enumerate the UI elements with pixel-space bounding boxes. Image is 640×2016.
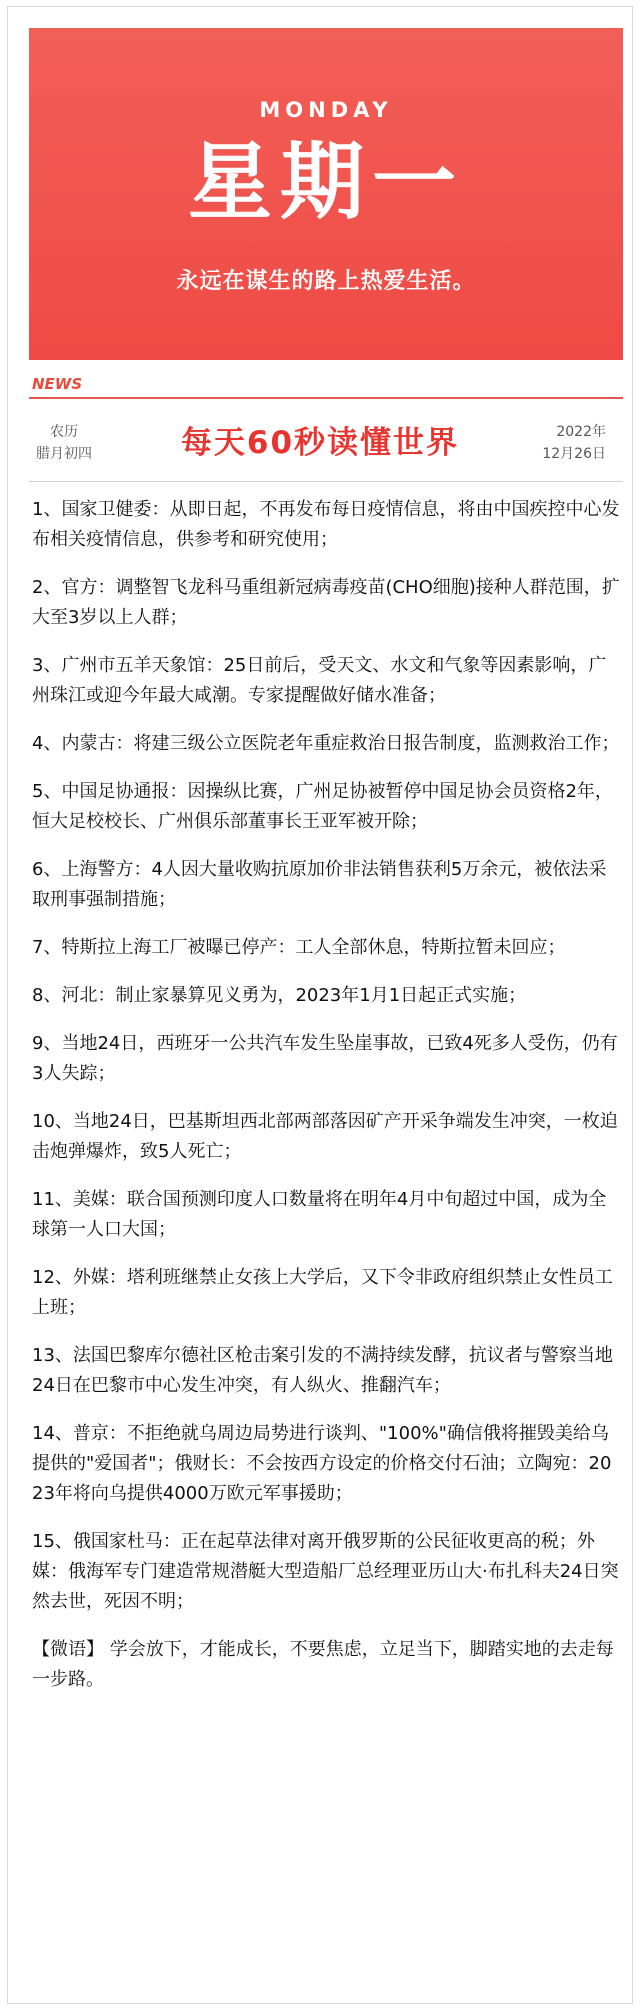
news-item: 7、特斯拉上海工厂被曝已停产：工人全部休息，特斯拉暂未回应； xyxy=(32,937,566,958)
news-item: 14、普京：不拒绝就乌周边局势进行谈判、"100%"确信俄将摧毁美给乌提供的"爱国者"；俄财长：不会按西方设定的价格交付石油；立陶宛：2023年将向乌提供4000万欧元军事援助； xyxy=(32,1423,612,1504)
news-item: 11、美媒：联合国预测印度人口数量将在明年4月中旬超过中国，成为全球第一人口大国； xyxy=(32,1189,607,1240)
news-item: 15、俄国家杜马：正在起草法律对离开俄罗斯的公民征收更高的税；外媒：俄海军专门建造常规潜艇大型造船厂总经理亚历山大·布扎科夫24日突然去世，死因不明； xyxy=(32,1531,619,1612)
day-banner xyxy=(29,28,623,360)
news-item: 10、当地24日，巴基斯坦西北部两部落因矿产开采争端发生冲突，一枚迫击炮弹爆炸，致5人死亡； xyxy=(32,1111,618,1162)
date-year: 2022年 xyxy=(556,424,606,440)
news-item: 5、中国足协通报：因操纵比赛，广州足协被暂停中国足协会员资格2年，恒大足校校长、广州俱乐部董事长王亚军被开除； xyxy=(32,781,613,832)
news-item: 6、上海警方：4人因大量收购抗原加价非法销售获利5万余元，被依法采取刑事强制措施； xyxy=(32,859,607,910)
closing-quote: 【微语】 学会放下，才能成长，不要焦虑，立足当下，脚踏实地的去走每一步路。 xyxy=(32,1639,614,1690)
news-item: 8、河北：制止家暴算见义勇为，2023年1月1日起正式实施； xyxy=(32,985,527,1006)
banner-en-day: MONDAY xyxy=(259,98,393,122)
news-item: 3、广州市五羊天象馆：25日前后，受天文、水文和气象等因素影响，广州珠江或迎今年最大咸潮。专家提醒做好储水准备； xyxy=(32,655,607,706)
news-item: 4、内蒙古：将建三级公立医院老年重症救治日报告制度，监测救治工作； xyxy=(32,733,620,754)
page-title: 每天60秒读懂世界 xyxy=(180,425,460,461)
banner-cn-day: 星期一 xyxy=(187,133,464,231)
news-item: 2、官方：调整智飞龙科马重组新冠病毒疫苗(CHO细胞)接种人群范围，扩大至3岁以上人群； xyxy=(32,577,620,628)
news-item: 13、法国巴黎库尔德社区枪击案引发的不满持续发酵，抗议者与警察当地24日在巴黎市中心发生冲突，有人纵火、推翻汽车； xyxy=(32,1345,613,1396)
lunar-label: 农历 xyxy=(50,424,78,440)
header-divider xyxy=(29,397,623,399)
news-page xyxy=(7,6,633,2004)
news-list xyxy=(32,495,622,1713)
banner-slogan: 永远在谋生的路上热爱生活。 xyxy=(176,269,476,294)
header-bottom-divider xyxy=(29,481,623,482)
news-item: 1、国家卫健委：从即日起，不再发布每日疫情信息，将由中国疾控中心发布相关疫情信息，供参考和研究使用； xyxy=(32,499,620,550)
news-item: 9、当地24日，西班牙一公共汽车发生坠崖事故，已致4死多人受伤，仍有3人失踪； xyxy=(32,1033,618,1084)
lunar-date: 腊月初四 xyxy=(36,446,92,462)
news-item: 12、外媒：塔利班继禁止女孩上大学后，又下令非政府组织禁止女性员工上班； xyxy=(32,1267,613,1318)
date-block xyxy=(542,421,606,465)
news-label: NEWS xyxy=(32,375,83,393)
date-month-day: 12月26日 xyxy=(542,446,606,462)
